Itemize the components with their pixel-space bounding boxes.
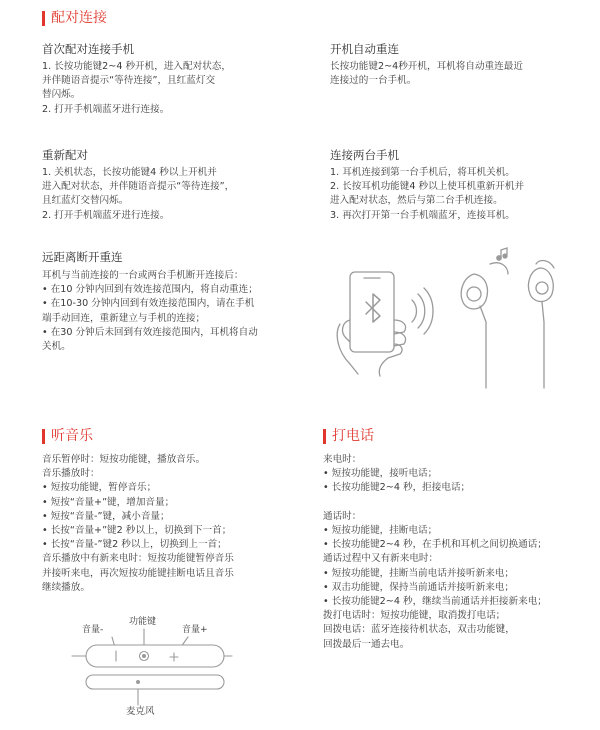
text-line: 进入配对状态，并伴随语音提示“等待连接”， <box>42 181 235 193</box>
text-line: • 在10 分钟内回到有效连接范围内，将自动重连； <box>42 284 258 296</box>
text-line: • 长按“音量-”键2 秒以上，切换到上一首； <box>42 539 227 551</box>
text-line: 端手动回连，重新建立与手机的连接； <box>42 312 206 324</box>
mic-label: 麦克风 <box>126 706 155 717</box>
remote-control-illustration <box>82 615 232 725</box>
two-phones-body <box>330 166 524 223</box>
section-header-music <box>42 428 93 444</box>
section-title-call: 打电话 <box>332 428 374 444</box>
text-line: 回拨最后一通去电。 <box>323 638 410 650</box>
text-line: 拨打电话时：短按功能键，取消拨打电话； <box>323 610 506 622</box>
far-reconnect-title: 远距离断开重连 <box>42 250 123 264</box>
far-reconnect-body <box>42 269 258 354</box>
text-line: 替闪烁。 <box>42 89 81 101</box>
text-line: • 短按功能键，挂断电话； <box>323 525 438 537</box>
text-line: • 在30 分钟后未回到有效连接范围内，耳机将自动 <box>42 326 258 338</box>
text-line: • 短按功能键，接听电话； <box>323 468 438 480</box>
text-line: 1. 耳机连接到第一台手机后，将耳机关机。 <box>330 167 515 178</box>
text-line: 并接听来电，再次短按功能键挂断电话且音乐 <box>42 567 234 579</box>
signal-wave-icon <box>412 300 417 322</box>
music-body <box>42 453 234 595</box>
text-line <box>323 496 547 510</box>
text-line: • 短按功能键，暂停音乐； <box>42 482 157 494</box>
text-line: 回拨电话：蓝牙连接待机状态，双击功能键， <box>323 624 515 636</box>
text-line: 音乐播放时： <box>42 468 100 480</box>
auto-reconnect-title: 开机自动重连 <box>330 42 399 56</box>
section-title-music: 听音乐 <box>51 428 93 444</box>
section-marker <box>42 429 45 444</box>
first-pair-body <box>42 60 231 117</box>
text-line: 通话过程中又有新来电时： <box>323 553 439 565</box>
text-line: 1. 关机状态，长按功能键4 秒以上开机并 <box>42 167 217 178</box>
text-line: • 双击功能键，保持当前通话并接听新来电； <box>323 581 514 593</box>
text-line: 进入配对状态，然后与第二台手机连接。 <box>330 195 503 207</box>
text-line: 继续播放。 <box>42 581 90 593</box>
text-line: 来电时： <box>323 454 362 465</box>
text-line: • 长按功能键2~4 秒，继续当前通话并拒接新来电； <box>323 596 547 608</box>
text-line: • 长按功能键2~4 秒，拒接电话； <box>323 482 471 494</box>
text-line: 耳机与当前连接的一台或两台手机断开连接后： <box>42 270 244 281</box>
text-line: 并伴随语音提示“等待连接”，且红蓝灯交 <box>42 75 216 87</box>
call-body <box>323 453 547 652</box>
text-line: • 在10-30 分钟内回到有效连接范围内，请在手机 <box>42 298 255 310</box>
func-key-label: 功能键 <box>129 617 157 627</box>
re-pair-body <box>42 166 234 223</box>
section-marker <box>42 11 45 26</box>
section-header-pairing <box>42 10 107 26</box>
text-line: 关机。 <box>42 341 71 353</box>
text-line: 且红蓝灯交替闪烁。 <box>42 195 129 207</box>
remote-body-icon <box>82 615 232 725</box>
cable-left <box>480 306 486 388</box>
auto-reconnect-body <box>330 60 523 88</box>
text-line: 1. 长按功能键2~4 秒开机，进入配对状态， <box>42 61 231 72</box>
text-line: • 短按“音量-”键，减小音量； <box>42 510 170 522</box>
section-title-pairing: 配对连接 <box>51 10 107 26</box>
first-pair-title: 首次配对连接手机 <box>42 42 134 56</box>
vol-plus-label: 音量+ <box>182 625 208 635</box>
cable-right <box>542 302 544 388</box>
text-line: 2. 长按耳机功能键4 秒以上使耳机重新开机并 <box>330 181 525 193</box>
music-note-icon <box>490 263 508 274</box>
text-line: 通话时： <box>323 510 362 522</box>
text-line: • 长按功能键2~4 秒，在手机和耳机之间切换通话； <box>323 539 547 551</box>
text-line: • 短按功能键，挂断当前电话并接听新来电； <box>323 567 514 579</box>
phone-icon <box>350 272 394 352</box>
vol-minus-label: 音量- <box>82 625 104 635</box>
text-line: 连接过的一台手机。 <box>330 75 417 87</box>
re-pair-title: 重新配对 <box>42 148 88 162</box>
text-line: • 长按“音量+”键2 秒以上，切换到下一首； <box>42 525 232 537</box>
section-marker <box>323 429 326 444</box>
phone-bluetooth-illustration <box>328 262 438 382</box>
earbud-left-icon <box>461 274 487 309</box>
earbud-right-icon <box>528 268 553 302</box>
text-line: 长按功能键2~4秒开机，耳机将自动重连最近 <box>330 61 523 72</box>
text-line: 3. 再次打开第一台手机端蓝牙，连接耳机。 <box>330 209 515 221</box>
text-line: 2. 打开手机端蓝牙进行连接。 <box>42 209 170 221</box>
earphones-illustration <box>450 248 570 388</box>
text-line: 音乐暂停时：短按功能键，播放音乐。 <box>42 454 206 465</box>
section-header-call <box>323 428 374 444</box>
text-line: 音乐播放中有新来电时：短按功能键暂停音乐 <box>42 553 234 565</box>
two-phones-title: 连接两台手机 <box>330 148 399 162</box>
text-line: • 短按“音量+”键，增加音量； <box>42 496 175 508</box>
text-line: 2. 打开手机端蓝牙进行连接。 <box>42 103 170 115</box>
